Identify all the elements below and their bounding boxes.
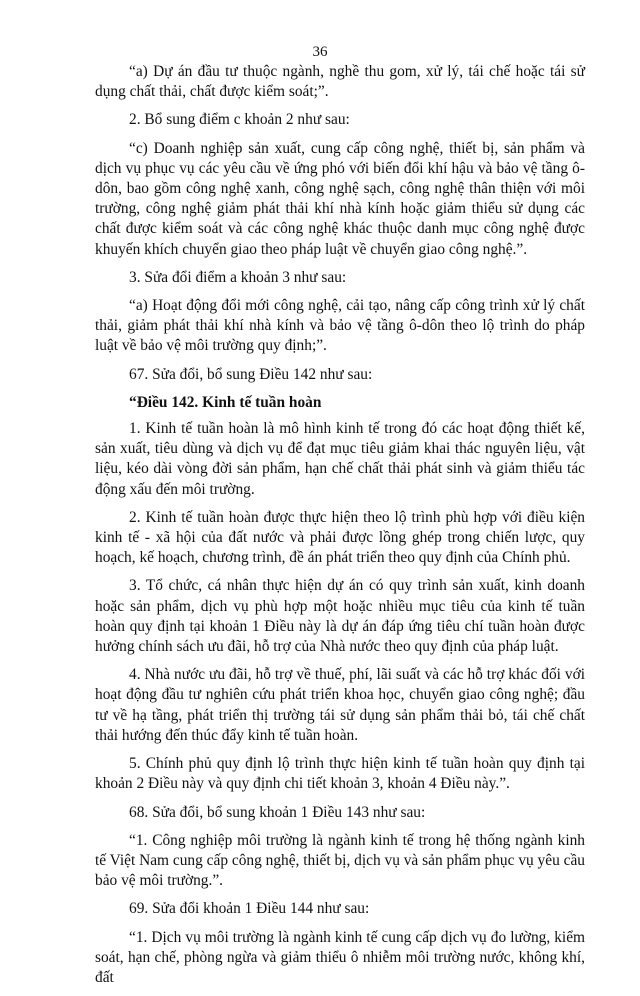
article-142-clause-2: 2. Kinh tế tuần hoàn được thực hiện theo lộ trình phù hợp với điều kiện kinh tế - xã hội của đất nước và phải được lồng ghép trong chiến lược, quy hoạch, kế hoạch, chương trình, đề án phát triển theo quy định của Chính phủ. [95,508,585,567]
page-number: 36 [312,44,328,60]
document-body [95,62,585,996]
article-142-clause-4: 4. Nhà nước ưu đãi, hỗ trợ về thuế, phí, lãi suất và các hỗ trợ khác đối với hoạt động đầu tư nghiên cứu phát triển khoa học, chuyển giao công nghệ; đầu tư về hạ tầng, phát triển thị trường tái sử dụng sản phẩm thải bỏ, tái chế chất thải hướng đến thúc đẩy kinh tế tuần hoàn. [95,666,585,744]
amend-instruction-68: 68. Sửa đổi, bổ sung khoản 1 Điều 143 như sau: [129,803,426,821]
amend-point-a-clause3-text: “a) Hoạt động đổi mới công nghệ, cải tạo, nâng cấp công trình xử lý chất thải, giảm phát thải khí nhà kính và bảo vệ tầng ô-dôn theo lộ trình do pháp luật về bảo vệ môi trường quy định;”. [95,297,585,355]
amend-instruction-67: 67. Sửa đổi, bổ sung Điều 142 như sau: [129,365,373,383]
amend-instruction-2: 2. Bổ sung điểm c khoản 2 như sau: [129,111,350,129]
article-143-clause-1: “1. Công nghiệp môi trường là ngành kinh tế trong hệ thống ngành kinh tế Việt Nam cung cấp công nghệ, thiết bị, dịch vụ và sản phẩm phục vụ yêu cầu bảo vệ môi trường.”. [95,831,585,890]
amend-point-a-text: “a) Dự án đầu tư thuộc ngành, nghề thu gom, xử lý, tái chế hoặc tái sử dụng chất thải, chất được kiểm soát;”. [95,63,585,101]
article-144-clause-1: “1. Dịch vụ môi trường là ngành kinh tế cung cấp dịch vụ đo lường, kiểm soát, hạn chế, phòng ngừa và giảm thiểu ô nhiễm môi trường nước, không khí, đất [95,928,585,986]
amend-instruction-3: 3. Sửa đổi điểm a khoản 3 như sau: [129,268,347,286]
article-142-clause-1: 1. Kinh tế tuần hoàn là mô hình kinh tế trong đó các hoạt động thiết kế, sản xuất, tiêu dùng và dịch vụ để đạt mục tiêu giảm khai thác nguyên liệu, vật liệu, kéo dài vòng đời sản phẩm, hạn chế chất thải phát sinh và giảm thiểu tác động xấu đến môi trường. [95,420,585,498]
article-142-heading: “Điều 142. Kinh tế tuần hoàn [129,393,322,411]
article-142-clause-3: 3. Tổ chức, cá nhân thực hiện dự án có quy trình sản xuất, kinh doanh hoặc sản phẩm, dịch vụ phù hợp một hoặc nhiều mục tiêu của kinh tế tuần hoàn quy định tại khoản 1 Điều này là dự án đáp ứng tiêu chí tuần hoàn được hưởng chính sách ưu đãi, hỗ trợ của Nhà nước theo quy định của pháp luật. [95,577,585,656]
amend-instruction-69: 69. Sửa đổi khoản 1 Điều 144 như sau: [129,900,370,918]
article-142-clause-5: 5. Chính phủ quy định lộ trình thực hiện kinh tế tuần hoàn quy định tại khoản 2 Điều này và quy định chi tiết khoản 3, khoản 4 Điều này.”. [95,755,585,793]
amend-point-c-text: “c) Doanh nghiệp sản xuất, cung cấp công nghệ, thiết bị, sản phẩm và dịch vụ phục vụ các yêu cầu về ứng phó với biến đổi khí hậu và bảo vệ tầng ô-dôn, bao gồm công nghệ xanh, công nghệ sạch, công nghệ thân thiện với môi trường, công nghệ giảm phát thải khí nhà kính hoặc giảm thiểu sử dụng các chất được kiểm soát và các công nghệ khác thuộc danh mục công nghệ được khuyến khích chuyển giao theo pháp luật về chuyển giao công nghệ.”. [95,139,585,258]
